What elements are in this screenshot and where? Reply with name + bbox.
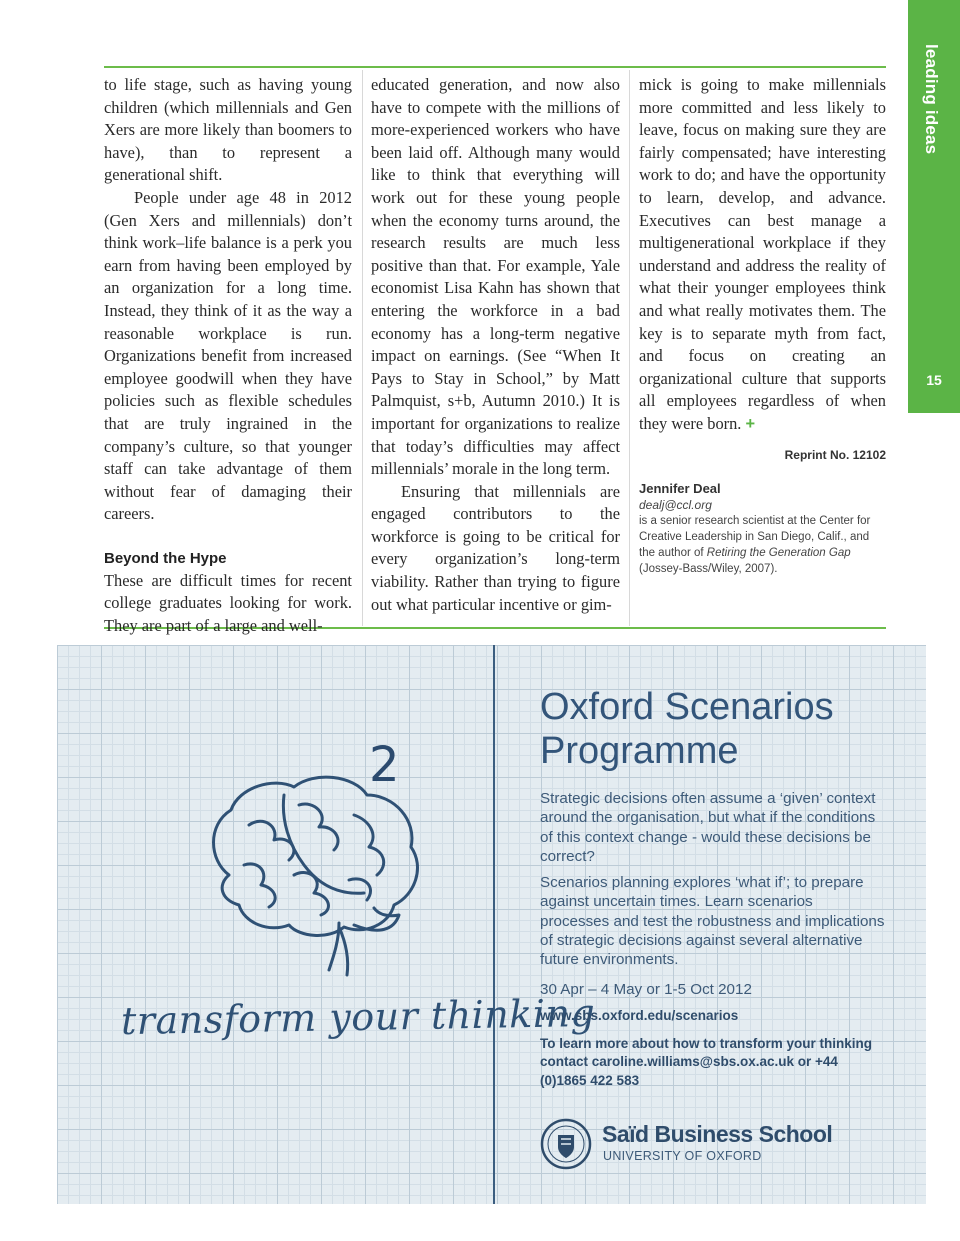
tagline: transform your thinking	[120, 990, 596, 1044]
crest-icon	[540, 1115, 592, 1173]
brain-illustration	[189, 765, 429, 985]
bio-text: (Jossey-Bass/Wiley, 2007).	[639, 563, 778, 576]
article-column-3	[639, 74, 886, 577]
advertisement[interactable]	[57, 645, 926, 1204]
paragraph: People under age 48 in 2012 (Gen Xers and millennials) don’t think work–life balance is a perk you earn from having been employed by an organization for a long time. Instead, they think of it as the way a reasonable workplace is run. Organizations benefit from increased employee goodwill when they have policies such as flexible schedules that are truly ingrained in the company’s culture, so that younger staff can take advantage of them without fear of damaging their careers.	[104, 187, 352, 524]
top-rule	[104, 66, 886, 68]
notebook-margin-line	[493, 645, 495, 1204]
author-description	[639, 513, 886, 577]
ad-title-line: Programme	[540, 730, 739, 772]
section-tab	[908, 0, 960, 413]
reprint-number: Reprint No. 12102	[784, 447, 886, 462]
article-column-1	[104, 74, 352, 638]
paragraph: to life stage, such as having young children (which millennials and Gen Xers are more likely than boomers to have), than to represent a generational shift.	[104, 75, 352, 185]
doodle-number: 2	[369, 737, 400, 793]
university-name: UNIVERSITY OF OXFORD	[603, 1149, 762, 1163]
end-mark-icon: +	[745, 414, 756, 433]
section-label: leading ideas	[922, 44, 941, 155]
programme-dates: 30 Apr – 4 May or 1-5 Oct 2012	[540, 980, 752, 998]
section-heading: Beyond the Hype	[104, 549, 227, 567]
article-column-2	[371, 74, 620, 616]
column-divider	[629, 70, 630, 626]
page-number: 15	[926, 372, 942, 388]
ad-paragraph: Scenarios planning explores ‘what if’; to prepare against uncertain times. Learn scenarios processes and test the robustness and implications of strategic decisions against several alternative future environments.	[540, 874, 885, 969]
ad-paragraph: Strategic decisions often assume a ‘given’ context around the organisation, but what if the conditions of this context change - would these decisions be correct?	[540, 790, 876, 865]
book-title: Retiring the Generation Gap	[706, 547, 851, 560]
author-name: Jennifer Deal	[639, 481, 721, 497]
column-divider	[362, 70, 363, 626]
programme-url[interactable]: www.sbs.oxford.edu/scenarios	[540, 1007, 739, 1023]
contact-info: To learn more about how to transform your thinking contact caroline.williams@sbs.ox.ac.uk or +44 (0)1865 422 583	[540, 1035, 873, 1089]
school-logo[interactable]	[540, 1115, 860, 1175]
author-bio	[639, 480, 886, 577]
bio-text: is a senior research scientist at the Center for Creative Leadership in San Diego, Calif., and the author of	[639, 515, 871, 560]
paragraph: educated generation, and now also have to compete with the millions of more-experienced workers who have been laid off. Although many would like to think that everything will work out for these young people when the economy turns around, the research results are much less positive than that. For example, Yale economist Lisa Kahn has shown that entering the workforce in a bad economy has a long-term negative impact on earnings. (See “When It Pays to Stay in School,” by Matt Palmquist, s+b, Autumn 2010.) It is important for organizations to realize that today’s difficulties may affect millennials’ morale in the long term.	[371, 75, 620, 479]
school-name: Saïd Business School	[602, 1121, 833, 1147]
author-email[interactable]: dealj@ccl.org	[639, 498, 712, 513]
paragraph: These are difficult times for recent college graduates looking for work. They are part of a large and well-	[104, 570, 352, 636]
paragraph-text: mick is going to make millennials more committed and less likely to leave, focus on making sure they are fairly compensated; have interesting work to do; and have the opportunity to learn, develop, and advance. Executives can best manage a multigenerational workplace if they understand and address the reality of what their younger employees think and what really motivates them. The key is to separate myth from fact, and focus on creating an organizational culture that supports all employees regardless of when they were born.	[639, 75, 886, 433]
ad-title	[540, 685, 885, 773]
paragraph: Ensuring that millennials are engaged contributors to the workforce is going to be critical for every organization’s long-term viability. Rather than trying to figure out what particular incentive or gim-	[371, 481, 620, 614]
paragraph	[639, 74, 886, 436]
ad-copy	[540, 685, 885, 1091]
ad-title-line: Oxford Scenarios	[540, 686, 834, 728]
